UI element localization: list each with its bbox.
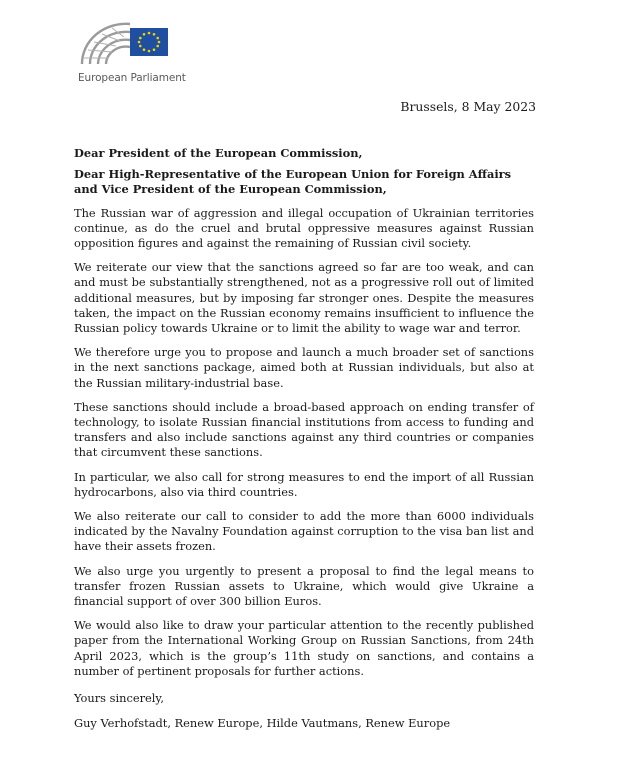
organisation-name: European Parliament <box>78 72 186 84</box>
hemicycle-flag-emblem-icon <box>78 14 200 72</box>
paragraph: The Russian war of aggression and illegal occupation of Ukrainian territories continue, as do the cruel and brutal oppressive measures against Russian opposition figures and against the remaining of Russian civil society. <box>74 205 534 251</box>
paragraph: In particular, we also call for strong measures to end the import of all Russian hydrocarbons, also via third countries. <box>74 469 534 499</box>
salutation-commission-president: Dear President of the European Commission, <box>74 146 363 160</box>
paragraph: We would also like to draw your particular attention to the recently published paper from the International Working Group on Russian Sanctions, from 24th April 2023, which is the group’s 11th study on sanctions, and contains a number of pertinent proposals for further actions. <box>74 618 534 678</box>
paragraph: These sanctions should include a broad-based approach on ending transfer of technology, to isolate Russian financial institutions from access to funding and transfers and also include sanctions against any third countries or companies that circumvent these sanctions. <box>74 399 534 460</box>
closing: Yours sincerely, <box>74 691 164 706</box>
paragraph: We also reiterate our call to consider to add the more than 6000 individuals indicated by the Navalny Foundation against corruption to the visa ban list and have their assets frozen. <box>74 509 534 554</box>
signatories: Guy Verhofstadt, Renew Europe, Hilde Vautmans, Renew Europe <box>74 716 451 731</box>
paragraph: We also urge you urgently to present a proposal to find the legal means to transfer frozen Russian assets to Ukraine, which would give Ukraine a financial support of over 300 billion Euros. <box>74 563 534 609</box>
letter-date: Brussels, 8 May 2023 <box>400 99 536 114</box>
paragraph: We therefore urge you to propose and launch a much broader set of sanctions in the next sanctions package, aimed both at Russian individuals, but also at the Russian military-industrial base. <box>74 345 534 390</box>
salutation-high-representative: Dear High-Representative of the European Union for Foreign Affairs and Vice President of the European Commission, <box>74 167 512 197</box>
letter-body <box>74 146 534 732</box>
paragraph: We reiterate our view that the sanctions agreed so far are too weak, and can and must be substantially strengthened, not as a progressive roll out of limited additional measures, but by imposing far stronger ones. Despite the measures taken, the impact on the Russian economy remains insufficient to influence the Russian policy towards Ukraine or to limit the ability to wage war and terror. <box>74 260 534 336</box>
european-parliament-logo <box>78 14 200 88</box>
